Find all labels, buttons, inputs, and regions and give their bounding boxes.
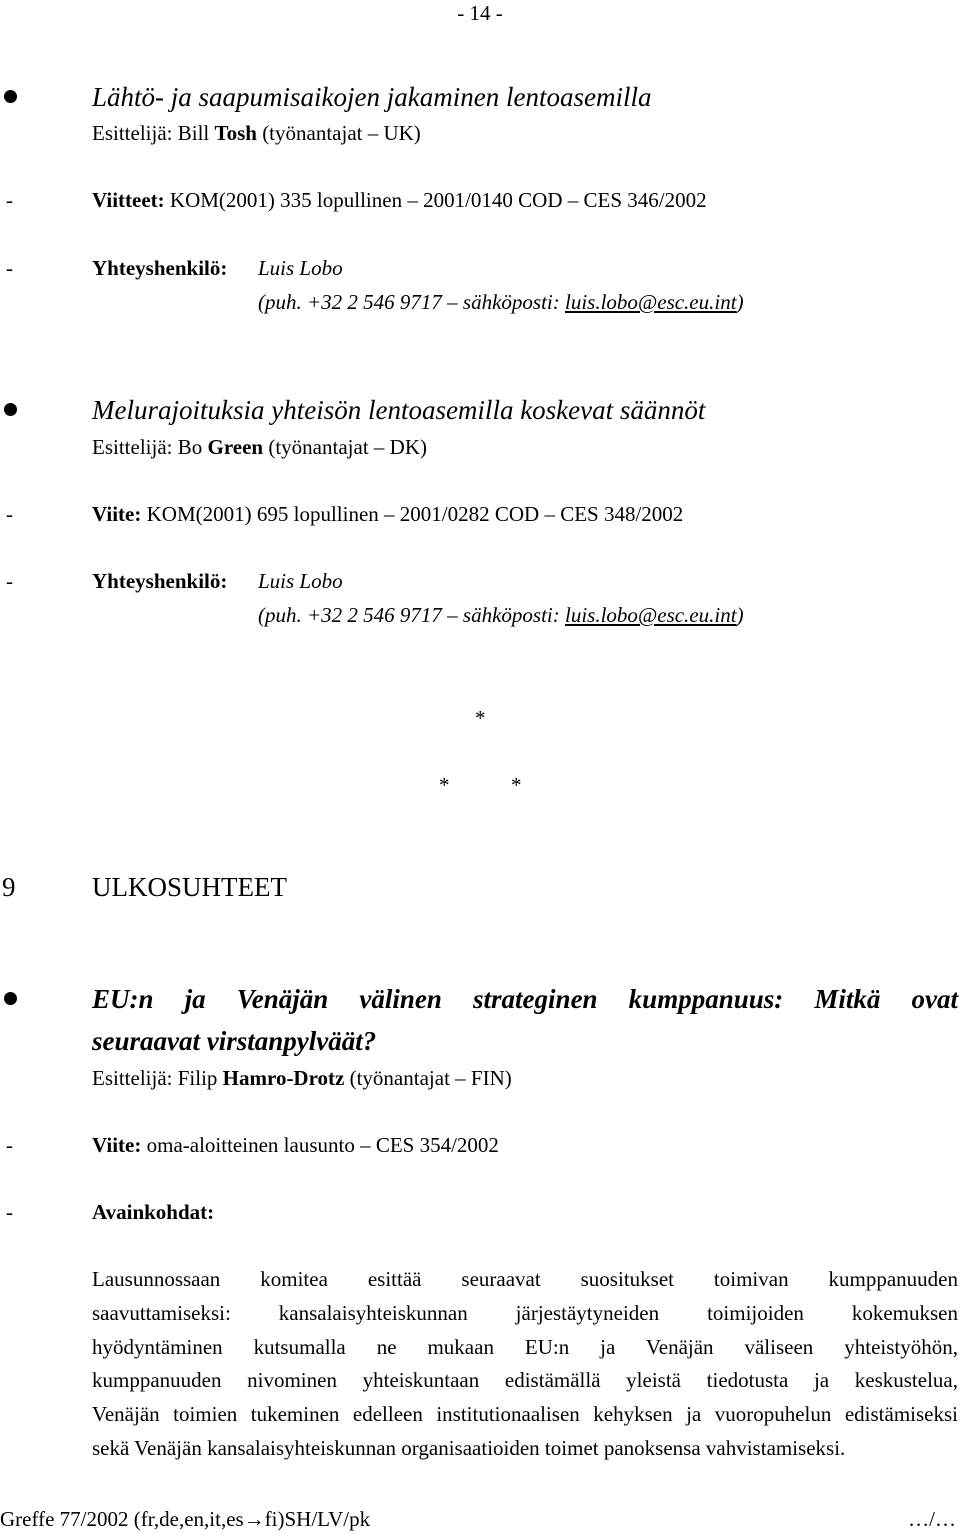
item-title-line1 (92, 982, 958, 1016)
reference-text: KOM(2001) 335 lopullinen – 2001/0140 COD – CES 346/2002 (164, 188, 707, 212)
dash-marker: - (6, 188, 13, 212)
body-line: hyödyntäminen kutsumalla ne mukaan EU:n ja Venäjän väliseen yhteistyöhön, (92, 1334, 958, 1359)
bullet-icon (4, 90, 17, 103)
rapporteur-name: Tosh (214, 121, 257, 145)
contact-phone: (puh. +32 2 546 9717 – sähköposti: (258, 603, 565, 627)
rapporteur-line (92, 120, 421, 146)
rapporteur-suffix: (työnantajat – DK) (263, 435, 427, 459)
contact-name: Luis Lobo (258, 256, 343, 280)
contact-details (258, 602, 744, 628)
reference-label: Viite: (92, 1133, 142, 1157)
separator-star: * (475, 706, 486, 730)
item-title: Lähtö- ja saapumisaikojen jakaminen lentoasemilla (92, 82, 652, 112)
item-title-line2: seuraavat virstanpylväät? (92, 1026, 377, 1056)
body-paragraph (92, 1263, 958, 1466)
contact-line (92, 255, 792, 281)
rapporteur-suffix: (työnantajat – FIN) (344, 1066, 512, 1090)
keypoints-line (92, 1199, 214, 1225)
reference-text: KOM(2001) 695 lopullinen – 2001/0282 COD – CES 348/2002 (141, 502, 684, 526)
rapporteur-line (92, 1065, 512, 1091)
dash-marker: - (6, 256, 13, 280)
bullet-icon (4, 992, 17, 1005)
section-number: 9 (2, 872, 16, 902)
contact-label: Yhteyshenkilö: (92, 256, 228, 280)
rapporteur-prefix: Esittelijä: Filip (92, 1066, 223, 1090)
bullet-icon (4, 403, 17, 416)
separator-star: * (511, 773, 522, 797)
footer-continuation: …/… (908, 1507, 956, 1531)
page-number: - 14 - (457, 1, 503, 25)
rapporteur-prefix: Esittelijä: Bill (92, 121, 215, 145)
contact-close: ) (736, 290, 744, 314)
separator-star: * (439, 773, 450, 797)
contact-line (92, 568, 792, 594)
reference-line (92, 1132, 499, 1158)
contact-name: Luis Lobo (258, 569, 343, 593)
contact-details (258, 289, 744, 315)
item-title: Melurajoituksia yhteisön lentoasemilla koskevat säännöt (92, 395, 706, 425)
dash-marker: - (6, 1133, 13, 1157)
rapporteur-name: Hamro-Drotz (222, 1066, 345, 1090)
reference-line (92, 501, 683, 527)
body-line: Lausunnossaan komitea esittää seuraavat suositukset toimivan kumppanuuden (92, 1267, 958, 1291)
body-line: sekä Venäjän kansalaisyhteiskunnan organisaatioiden toimet panoksensa vahvistamiseksi. (92, 1435, 846, 1460)
reference-line (92, 187, 707, 213)
email-link[interactable]: luis.lobo@esc.eu.int (565, 290, 737, 314)
rapporteur-name: Green (207, 435, 264, 459)
footer-reference: Greffe 77/2002 (fr,de,en,it,es→fi)SH/LV/pk (0, 1507, 371, 1531)
keypoints-label: Avainkohdat: (92, 1200, 215, 1224)
item-title-text: EU:n ja Venäjän välinen strateginen kumppanuus: Mitkä ovat (92, 984, 958, 1014)
reference-text: oma-aloitteinen lausunto – CES 354/2002 (141, 1133, 499, 1157)
reference-label: Viite: (92, 502, 142, 526)
body-line: kumppanuuden nivominen yhteiskuntaan edistämällä yleistä tiedotusta ja keskustelua, (92, 1368, 958, 1393)
contact-label: Yhteyshenkilö: (92, 569, 228, 593)
email-link[interactable]: luis.lobo@esc.eu.int (565, 603, 737, 627)
rapporteur-line (92, 434, 427, 460)
reference-label: Viitteet: (92, 188, 165, 212)
rapporteur-suffix: (työnantajat – UK) (256, 121, 421, 145)
dash-marker: - (6, 502, 13, 526)
body-line: saavuttamiseksi: kansalaisyhteiskunnan järjestäytyneiden toimijoiden kokemuksen (92, 1300, 958, 1325)
body-line: Venäjän toimien tukeminen edelleen institutionaalisen kehyksen ja vuoropuhelun edistämiseksi (92, 1402, 958, 1427)
dash-marker: - (6, 569, 13, 593)
contact-close: ) (736, 603, 744, 627)
rapporteur-prefix: Esittelijä: Bo (92, 435, 208, 459)
dash-marker: - (6, 1200, 13, 1224)
section-title: ULKOSUHTEET (92, 872, 287, 902)
contact-phone: (puh. +32 2 546 9717 – sähköposti: (258, 290, 565, 314)
